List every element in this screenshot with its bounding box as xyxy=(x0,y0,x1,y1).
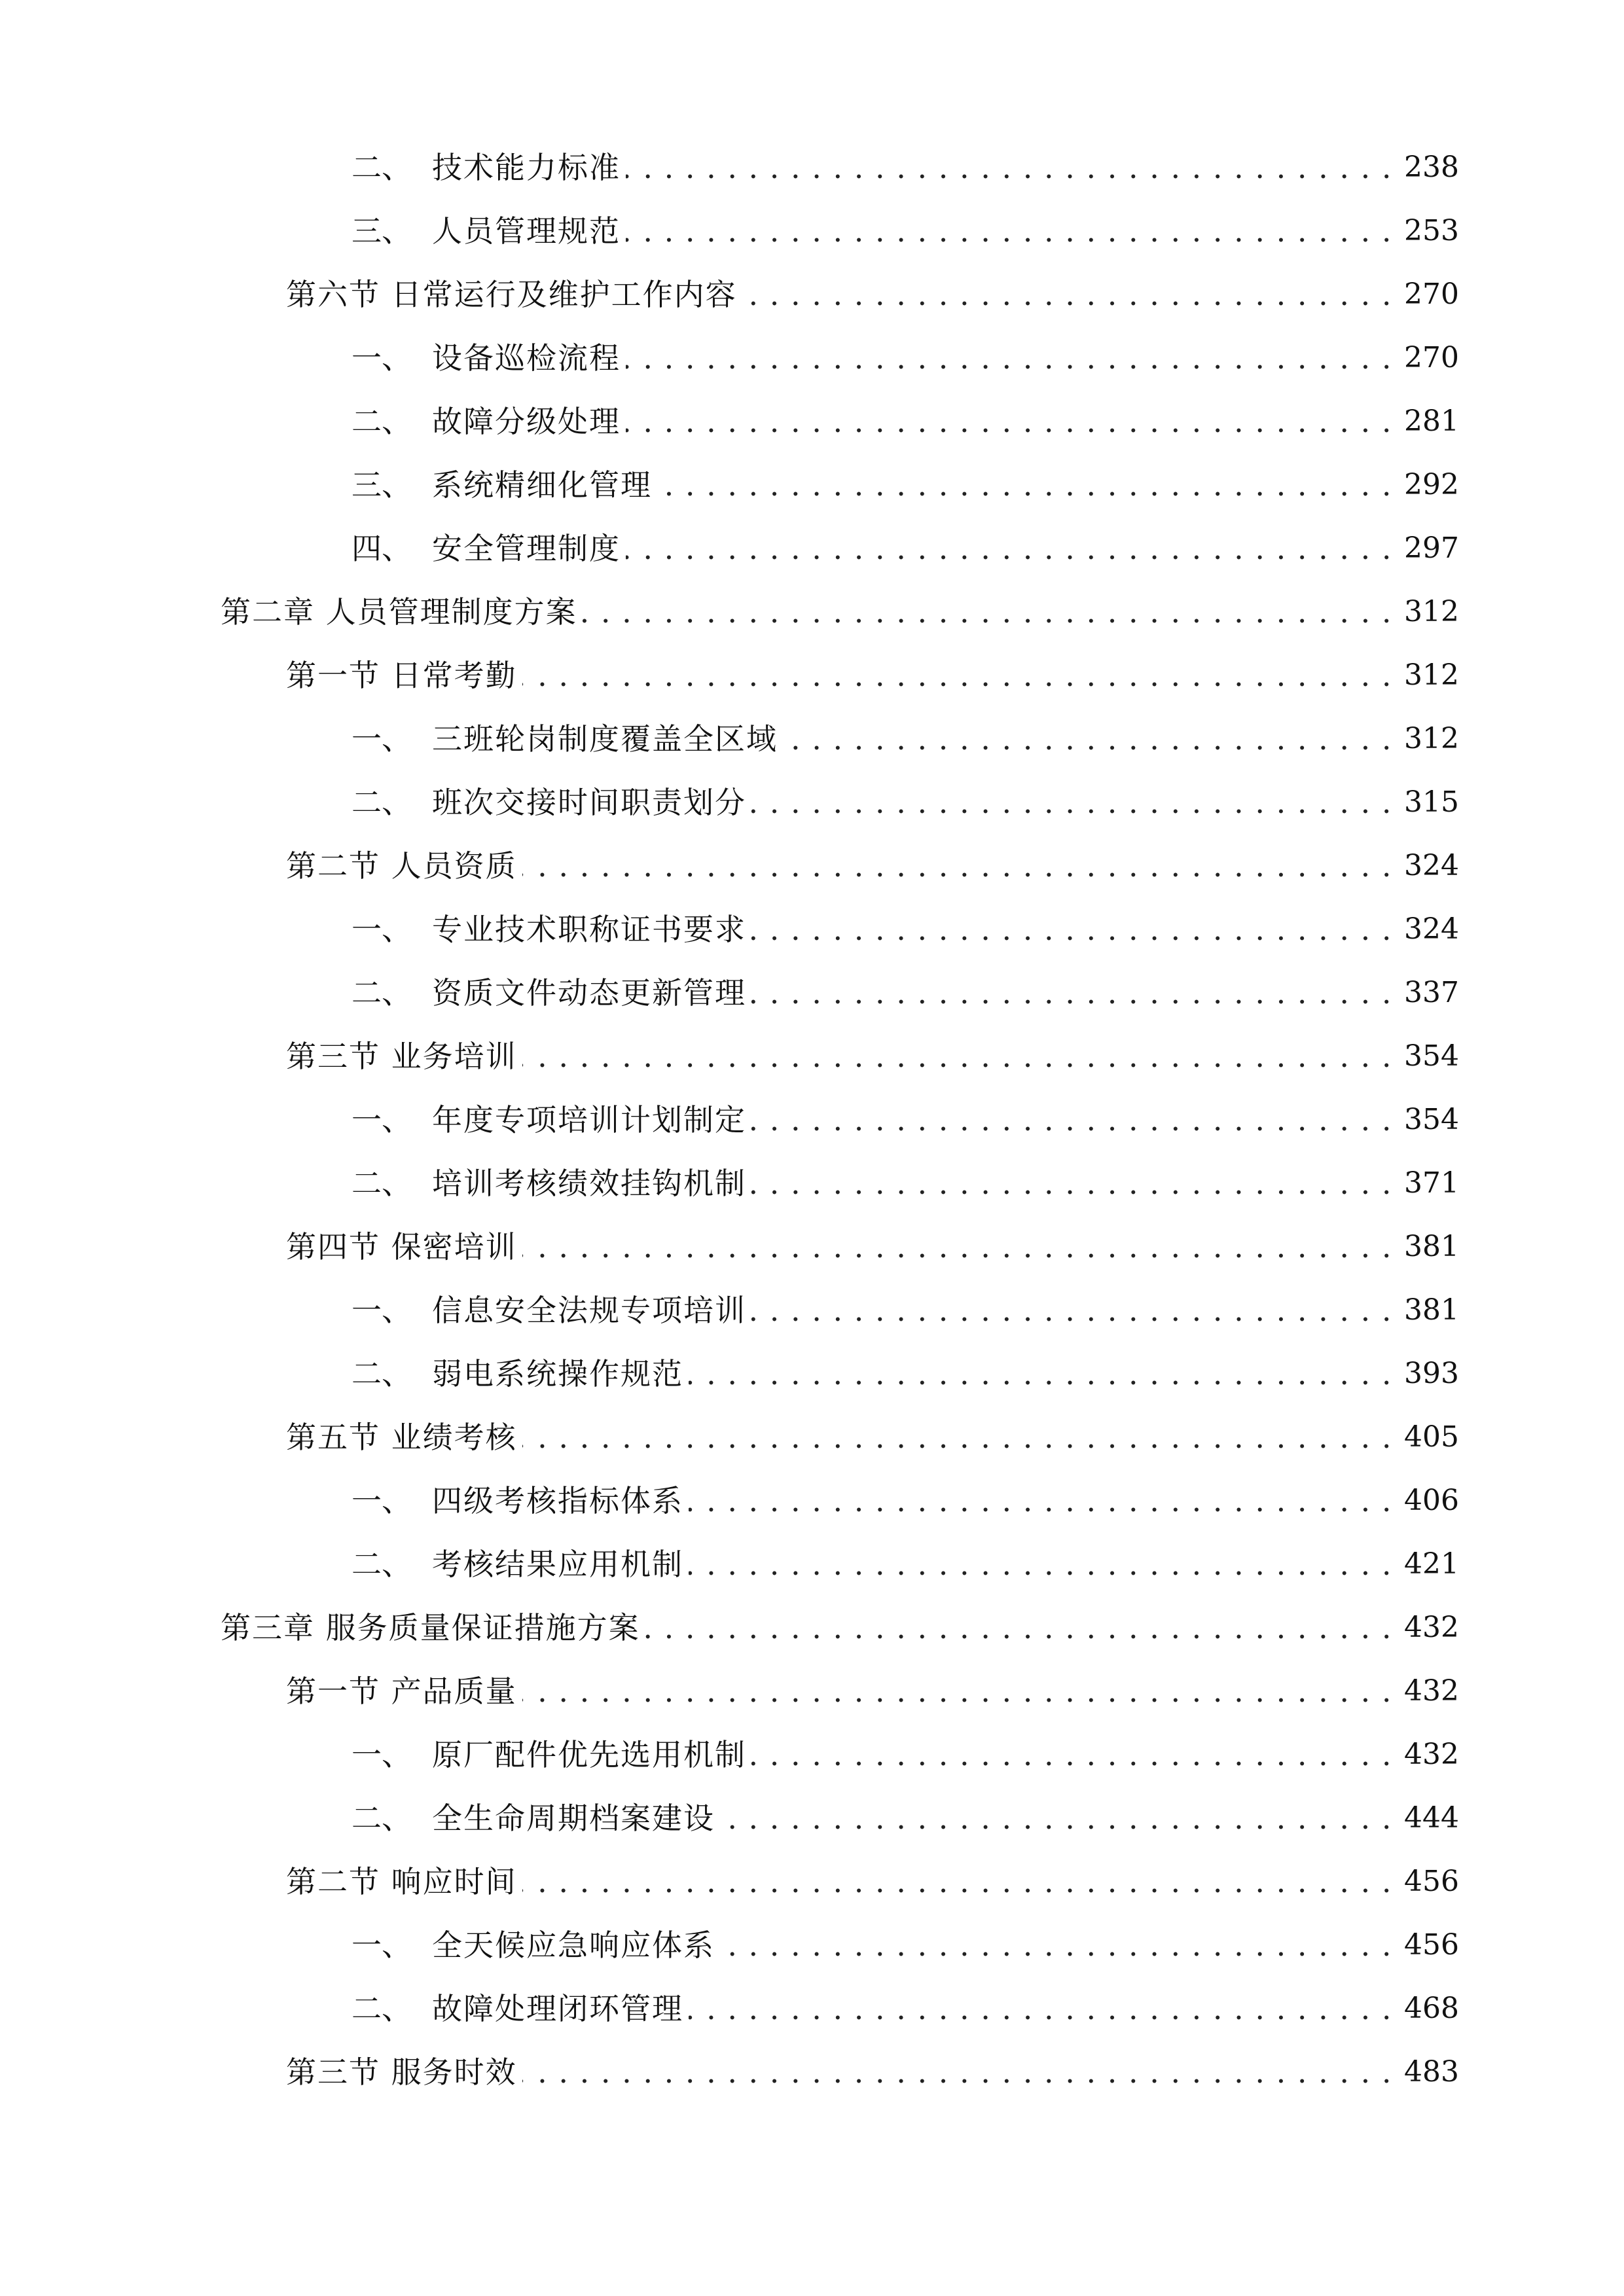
toc-dot-leader xyxy=(522,652,1392,699)
toc-entry-content xyxy=(286,1414,1459,1461)
toc-dot-leader xyxy=(626,207,1392,255)
toc-page-number: 337 xyxy=(1404,976,1459,1009)
toc-entry-number: 四、 xyxy=(352,531,412,566)
toc-entry-title: 人员管理规范 xyxy=(432,213,621,249)
toc-entry-title: 第二章 人员管理制度方案 xyxy=(221,594,577,630)
toc-entry-title: 第一节 日常考勤 xyxy=(286,658,517,693)
toc-entry-content xyxy=(352,1731,1459,1778)
toc-page-number: 253 xyxy=(1404,214,1459,247)
toc-page-number: 456 xyxy=(1404,1928,1459,1962)
toc-entry-content xyxy=(352,1350,1459,1397)
toc-entry[interactable] xyxy=(0,969,1624,1016)
toc-entry-number: 一、 xyxy=(352,721,412,757)
toc-dot-leader xyxy=(751,1287,1392,1334)
toc-entry-title: 考核结果应用机制 xyxy=(432,1547,683,1582)
toc-dot-leader xyxy=(583,588,1392,636)
toc-page-number: 444 xyxy=(1404,1801,1459,1835)
toc-entry-content xyxy=(352,1287,1459,1334)
toc-page-number: 432 xyxy=(1404,1738,1459,1771)
toc-page-number: 456 xyxy=(1404,1865,1459,1898)
toc-page-number: 371 xyxy=(1404,1166,1459,1200)
toc-entry-number: 二、 xyxy=(352,1801,412,1836)
toc-entry-number: 一、 xyxy=(352,1293,412,1328)
toc-entry-title: 三班轮岗制度覆盖全区域 xyxy=(432,721,778,757)
toc-entry-content xyxy=(286,652,1459,699)
toc-entry-content xyxy=(286,2049,1459,2096)
toc-entry[interactable] xyxy=(0,588,1624,636)
toc-entry-title: 信息安全法规专项培训 xyxy=(432,1293,746,1328)
toc-entry[interactable] xyxy=(0,1096,1624,1143)
toc-dot-leader xyxy=(522,1223,1392,1270)
toc-entry-content xyxy=(352,398,1459,445)
toc-entry-title: 第五节 业绩考核 xyxy=(286,1420,517,1455)
toc-entry-title: 四级考核指标体系 xyxy=(432,1483,683,1518)
toc-dot-leader xyxy=(751,779,1392,826)
toc-entry-content xyxy=(352,715,1459,762)
toc-page-number: 393 xyxy=(1404,1357,1459,1390)
toc-entry-title: 设备巡检流程 xyxy=(432,340,621,376)
toc-page-number: 324 xyxy=(1404,912,1459,946)
toc-dot-leader xyxy=(720,1795,1392,1842)
toc-entry-content xyxy=(352,779,1459,826)
toc-entry-content xyxy=(352,906,1459,953)
toc-entry-content xyxy=(352,1160,1459,1207)
toc-dot-leader xyxy=(720,1922,1392,1969)
toc-dot-leader xyxy=(657,461,1392,509)
toc-entry-title: 专业技术职称证书要求 xyxy=(432,912,746,947)
toc-dot-leader xyxy=(522,1033,1392,1080)
toc-entry[interactable] xyxy=(0,207,1624,255)
toc-entry-content xyxy=(352,334,1459,382)
toc-entry[interactable] xyxy=(0,1350,1624,1397)
toc-entry-content xyxy=(352,525,1459,572)
toc-dot-leader xyxy=(522,1414,1392,1461)
toc-entry-number: 二、 xyxy=(352,1166,412,1201)
toc-dot-leader xyxy=(626,398,1392,445)
toc-page-number: 354 xyxy=(1404,1039,1459,1073)
toc-entry-title: 班次交接时间职责划分 xyxy=(432,785,746,820)
toc-entry-content xyxy=(352,461,1459,509)
toc-entry-number: 一、 xyxy=(352,1483,412,1518)
toc-dot-leader xyxy=(751,1096,1392,1143)
toc-entry[interactable] xyxy=(0,1922,1624,1969)
toc-page-number: 297 xyxy=(1404,531,1459,565)
toc-entry-title: 技术能力标准 xyxy=(432,150,621,185)
toc-entry-content xyxy=(352,1922,1459,1969)
toc-page-number: 381 xyxy=(1404,1293,1459,1327)
toc-entry-title: 第三章 服务质量保证措施方案 xyxy=(221,1610,640,1645)
toc-entry-number: 一、 xyxy=(352,912,412,947)
toc-entry-title: 第三节 服务时效 xyxy=(286,2054,517,2090)
toc-page-number: 292 xyxy=(1404,468,1459,501)
toc-dot-leader xyxy=(783,715,1392,762)
toc-entry[interactable] xyxy=(0,1795,1624,1842)
toc-page-number: 432 xyxy=(1404,1674,1459,1708)
toc-entry-content xyxy=(352,1985,1459,2032)
toc-page-number: 312 xyxy=(1404,595,1459,628)
toc-dot-leader xyxy=(626,525,1392,572)
toc-entry[interactable] xyxy=(0,1858,1624,1905)
toc-entry-title: 第三节 业务培训 xyxy=(286,1039,517,1074)
toc-entry-content xyxy=(352,144,1459,191)
toc-entry-content xyxy=(286,842,1459,889)
toc-entry-number: 一、 xyxy=(352,1737,412,1772)
toc-entry-number: 一、 xyxy=(352,1102,412,1138)
toc-entry-content xyxy=(286,1858,1459,1905)
toc-entry-number: 二、 xyxy=(352,1356,412,1391)
toc-dot-leader xyxy=(689,1985,1392,2032)
toc-page-number: 432 xyxy=(1404,1611,1459,1644)
toc-entry-content xyxy=(286,1668,1459,1715)
toc-entry[interactable] xyxy=(0,398,1624,445)
toc-entry[interactable] xyxy=(0,525,1624,572)
toc-dot-leader xyxy=(645,1604,1392,1651)
toc-entry-title: 第一节 产品质量 xyxy=(286,1674,517,1709)
toc-dot-leader xyxy=(522,2049,1392,2096)
toc-entry-title: 第四节 保密培训 xyxy=(286,1229,517,1265)
toc-entry[interactable] xyxy=(0,1477,1624,1524)
toc-entry[interactable] xyxy=(0,1985,1624,2032)
toc-entry-title: 全生命周期档案建设 xyxy=(432,1801,715,1836)
toc-dot-leader xyxy=(689,1477,1392,1524)
toc-entry-content xyxy=(221,1604,1459,1651)
toc-page-number: 312 xyxy=(1404,658,1459,692)
toc-entry-content xyxy=(352,1541,1459,1588)
toc-entry-number: 一、 xyxy=(352,340,412,376)
toc-dot-leader xyxy=(751,969,1392,1016)
toc-entry[interactable] xyxy=(0,334,1624,382)
toc-dot-leader xyxy=(742,271,1392,318)
toc-entry[interactable] xyxy=(0,271,1624,318)
toc-entry-content xyxy=(352,207,1459,255)
toc-entry-number: 三、 xyxy=(352,213,412,249)
toc-entry-title: 年度专项培训计划制定 xyxy=(432,1102,746,1138)
toc-entry-number: 二、 xyxy=(352,1991,412,2026)
toc-page-number: 483 xyxy=(1404,2055,1459,2089)
toc-entry-title: 系统精细化管理 xyxy=(432,467,652,503)
toc-page-number: 312 xyxy=(1404,722,1459,755)
toc-entry-content xyxy=(286,1223,1459,1270)
toc-entry-title: 培训考核绩效挂钩机制 xyxy=(432,1166,746,1201)
toc-entry-title: 弱电系统操作规范 xyxy=(432,1356,683,1391)
toc-dot-leader xyxy=(522,842,1392,889)
toc-page-number: 270 xyxy=(1404,341,1459,374)
toc-entry-number: 二、 xyxy=(352,785,412,820)
toc-entry-content xyxy=(286,1033,1459,1080)
toc-dot-leader xyxy=(522,1858,1392,1905)
toc-entry-title: 原厂配件优先选用机制 xyxy=(432,1737,746,1772)
toc-entry[interactable] xyxy=(0,842,1624,889)
toc-entry[interactable] xyxy=(0,1414,1624,1461)
toc-page-number: 270 xyxy=(1404,278,1459,311)
toc-entry-number: 一、 xyxy=(352,1928,412,1963)
toc-page-number: 315 xyxy=(1404,785,1459,819)
toc-entry[interactable] xyxy=(0,906,1624,953)
toc-entry[interactable] xyxy=(0,715,1624,762)
toc-entry[interactable] xyxy=(0,461,1624,509)
toc-page-number: 421 xyxy=(1404,1547,1459,1581)
toc-entry[interactable] xyxy=(0,1541,1624,1588)
toc-dot-leader xyxy=(751,1731,1392,1778)
toc-entry-number: 二、 xyxy=(352,404,412,439)
toc-entry[interactable] xyxy=(0,1604,1624,1651)
toc-dot-leader xyxy=(626,144,1392,191)
toc-entry-number: 二、 xyxy=(352,1547,412,1582)
toc-entry[interactable] xyxy=(0,1668,1624,1715)
toc-entry-content xyxy=(352,1477,1459,1524)
toc-dot-leader xyxy=(751,1160,1392,1207)
toc-page-number: 238 xyxy=(1404,151,1459,184)
toc-entry[interactable] xyxy=(0,1287,1624,1334)
toc-dot-leader xyxy=(522,1668,1392,1715)
toc-entry[interactable] xyxy=(0,652,1624,699)
toc-entry[interactable] xyxy=(0,1160,1624,1207)
toc-page-number: 324 xyxy=(1404,849,1459,882)
toc-page-number: 281 xyxy=(1404,404,1459,438)
toc-entry-title: 第二节 人员资质 xyxy=(286,848,517,884)
toc-entry-title: 故障处理闭环管理 xyxy=(432,1991,683,2026)
toc-entry-number: 三、 xyxy=(352,467,412,503)
toc-page-number: 405 xyxy=(1404,1420,1459,1454)
toc-entry[interactable] xyxy=(0,1223,1624,1270)
toc-page-number: 381 xyxy=(1404,1230,1459,1263)
toc-dot-leader xyxy=(689,1541,1392,1588)
toc-entry-content xyxy=(352,969,1459,1016)
toc-entry-content xyxy=(352,1795,1459,1842)
toc-dot-leader xyxy=(689,1350,1392,1397)
toc-entry-title: 资质文件动态更新管理 xyxy=(432,975,746,1011)
toc-entry[interactable] xyxy=(0,1033,1624,1080)
toc-entry-content xyxy=(352,1096,1459,1143)
toc-entry-title: 全天候应急响应体系 xyxy=(432,1928,715,1963)
toc-page-number: 468 xyxy=(1404,1992,1459,2025)
toc-entry[interactable] xyxy=(0,144,1624,191)
toc-dot-leader xyxy=(751,906,1392,953)
toc-entry[interactable] xyxy=(0,779,1624,826)
toc-entry-content xyxy=(286,271,1459,318)
toc-dot-leader xyxy=(626,334,1392,382)
toc-entry-number: 二、 xyxy=(352,975,412,1011)
toc-entry-title: 安全管理制度 xyxy=(432,531,621,566)
toc-entry[interactable] xyxy=(0,1731,1624,1778)
toc-entry-content xyxy=(221,588,1459,636)
toc-page-number: 406 xyxy=(1404,1484,1459,1517)
toc-entry-title: 故障分级处理 xyxy=(432,404,621,439)
toc-entry-title: 第六节 日常运行及维护工作内容 xyxy=(286,277,737,312)
toc-page-number: 354 xyxy=(1404,1103,1459,1136)
toc-entry-title: 第二节 响应时间 xyxy=(286,1864,517,1899)
toc-entry-number: 二、 xyxy=(352,150,412,185)
toc-entry[interactable] xyxy=(0,2049,1624,2096)
